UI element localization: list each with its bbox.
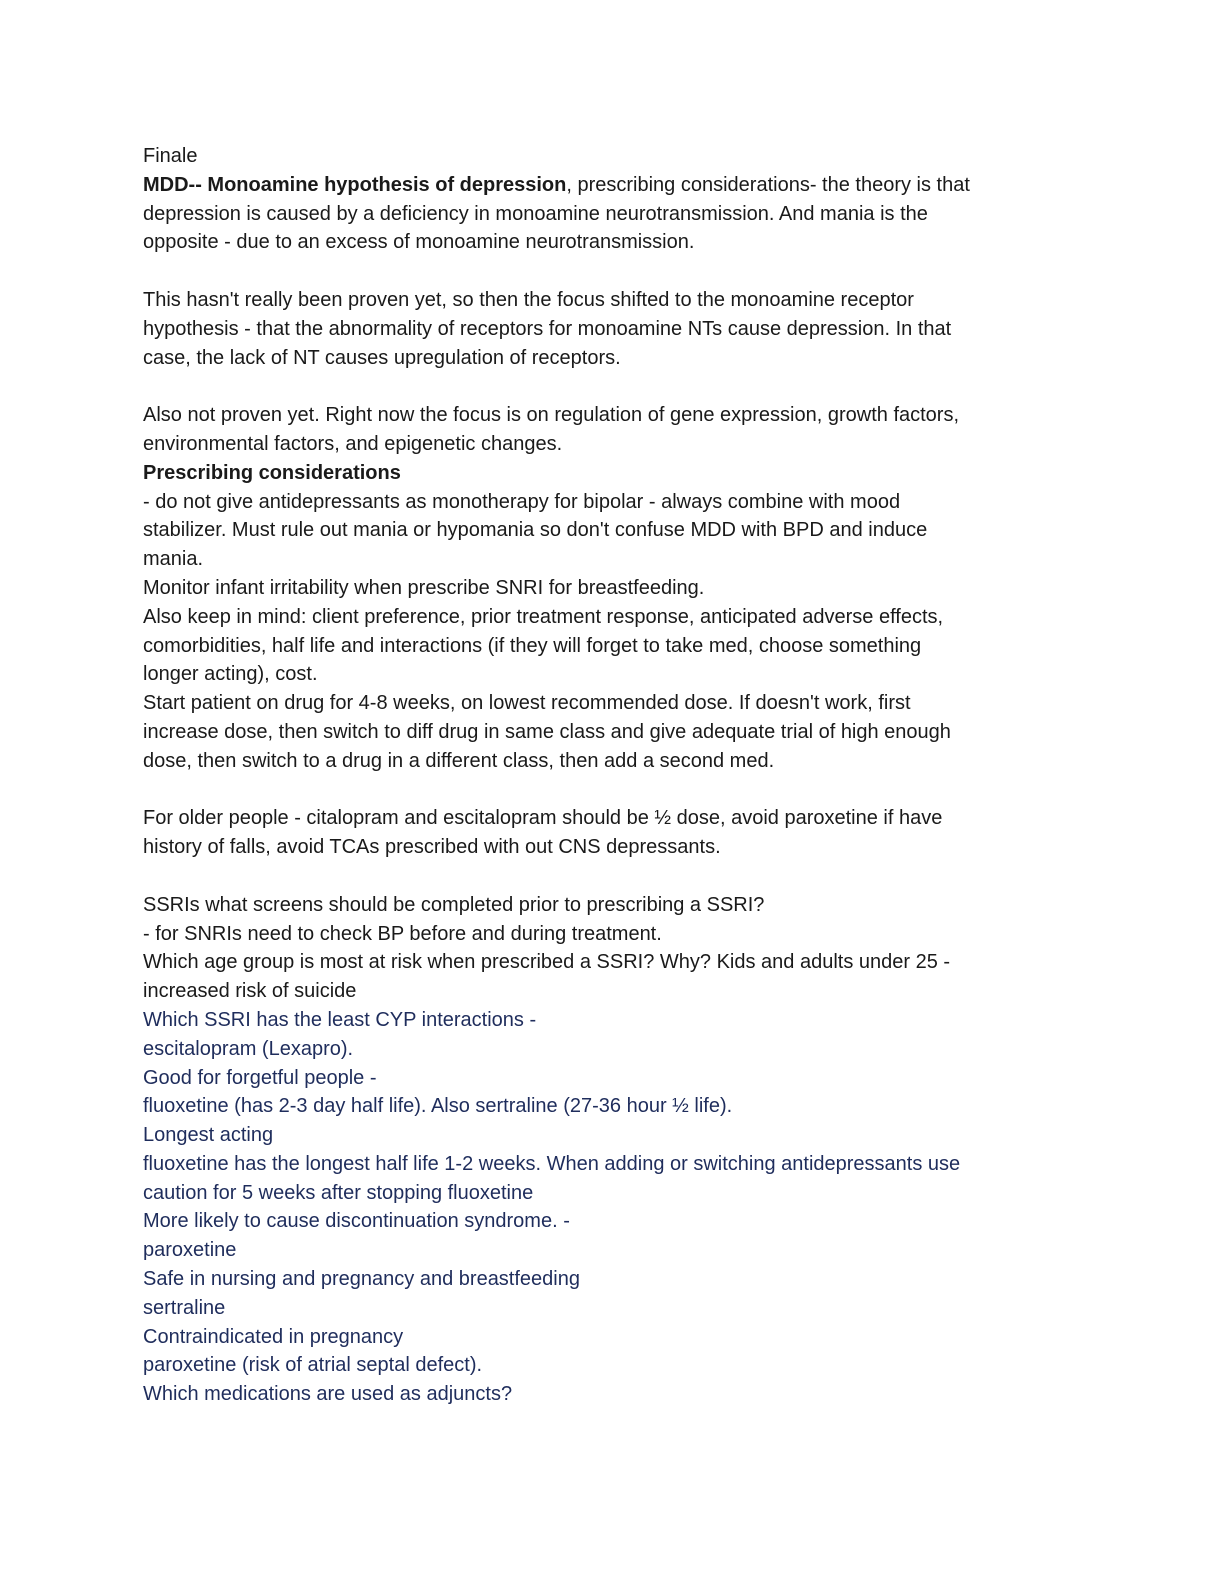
spacer [143,862,1103,891]
ssri-line: Which age group is most at risk when prescribed a SSRI? Why? Kids and adults under 25 - [143,951,951,974]
para2-line: hypothesis - that the abnormality of receptors for monoamine NTs cause depression. In that [143,317,952,340]
prescribing-line: longer acting), cost. [143,663,318,686]
qa-line: caution for 5 weeks after stopping fluoxetine [143,1181,534,1204]
para3-line: Also not proven yet. Right now the focus is on regulation of gene expression, growth factors, [143,404,960,427]
prescribing-line: dose, then switch to a drug in a different class, then add a second med. [143,749,775,772]
prescribing-line: comorbidities, half life and interactions (if they will forget to take med, choose something [143,634,922,657]
ssri-line: increased risk of suicide [143,980,357,1003]
older-people-line: For older people - citalopram and escitalopram should be ½ dose, avoid paroxetine if have [143,807,943,830]
qa-line: Which SSRI has the least CYP interactions - [143,1008,537,1031]
older-people-line: history of falls, avoid TCAs prescribed with out CNS depressants. [143,836,721,859]
qa-line: More likely to cause discontinuation syndrome. - [143,1210,570,1233]
ssri-line: SSRIs what screens should be completed prior to prescribing a SSRI? [143,893,765,916]
intro-line-3: opposite - due to an excess of monoamine neurotransmission. [143,231,695,254]
prescribing-line: - do not give antidepressants as monotherapy for bipolar - always combine with mood [143,490,901,513]
document-page [143,142,1103,1409]
document-title: Finale [143,145,198,167]
prescribing-line: Also keep in mind: client preference, prior treatment response, anticipated adverse effects, [143,605,944,628]
para2-line: case, the lack of NT causes upregulation of receptors. [143,346,621,369]
qa-line: fluoxetine has the longest half life 1-2 weeks. When adding or switching antidepressants use [143,1152,961,1175]
prescribing-heading: Prescribing considerations [143,461,401,484]
prescribing-line: Monitor infant irritability when prescribe SNRI for breastfeeding. [143,576,705,599]
qa-line: paroxetine [143,1239,237,1262]
qa-line: Which medications are used as adjuncts? [143,1383,513,1406]
qa-line: sertraline [143,1296,226,1319]
spacer [143,372,1103,401]
prescribing-line: stabilizer. Must rule out mania or hypomania so don't confuse MDD with BPD and induce [143,519,928,542]
prescribing-line: Start patient on drug for 4-8 weeks, on lowest recommended dose. If doesn't work, first [143,692,911,715]
intro-line-1 [143,171,1103,200]
spacer [143,257,1103,286]
intro-line-1-rest: , prescribing considerations- the theory is that [566,173,970,196]
ssri-line: - for SNRIs need to check BP before and during treatment. [143,922,662,945]
qa-line: Good for forgetful people - [143,1066,377,1089]
qa-line: paroxetine (risk of atrial septal defect). [143,1354,483,1377]
para2-line: This hasn't really been proven yet, so then the focus shifted to the monoamine receptor [143,288,914,311]
qa-line: escitalopram (Lexapro). [143,1037,354,1060]
intro-line-2: depression is caused by a deficiency in monoamine neurotransmission. And mania is the [143,202,928,225]
qa-line: Contraindicated in pregnancy [143,1325,404,1348]
qa-line: Longest acting [143,1124,274,1147]
para3-line: environmental factors, and epigenetic changes. [143,432,563,455]
qa-line: fluoxetine (has 2-3 day half life). Also sertraline (27-36 hour ½ life). [143,1095,733,1118]
prescribing-line: increase dose, then switch to diff drug in same class and give adequate trial of high enough [143,720,951,743]
spacer [143,776,1103,805]
prescribing-line: mania. [143,548,204,571]
qa-line: Safe in nursing and pregnancy and breastfeeding [143,1268,580,1291]
intro-bold-lead: MDD-- Monoamine hypothesis of depression [143,173,567,196]
